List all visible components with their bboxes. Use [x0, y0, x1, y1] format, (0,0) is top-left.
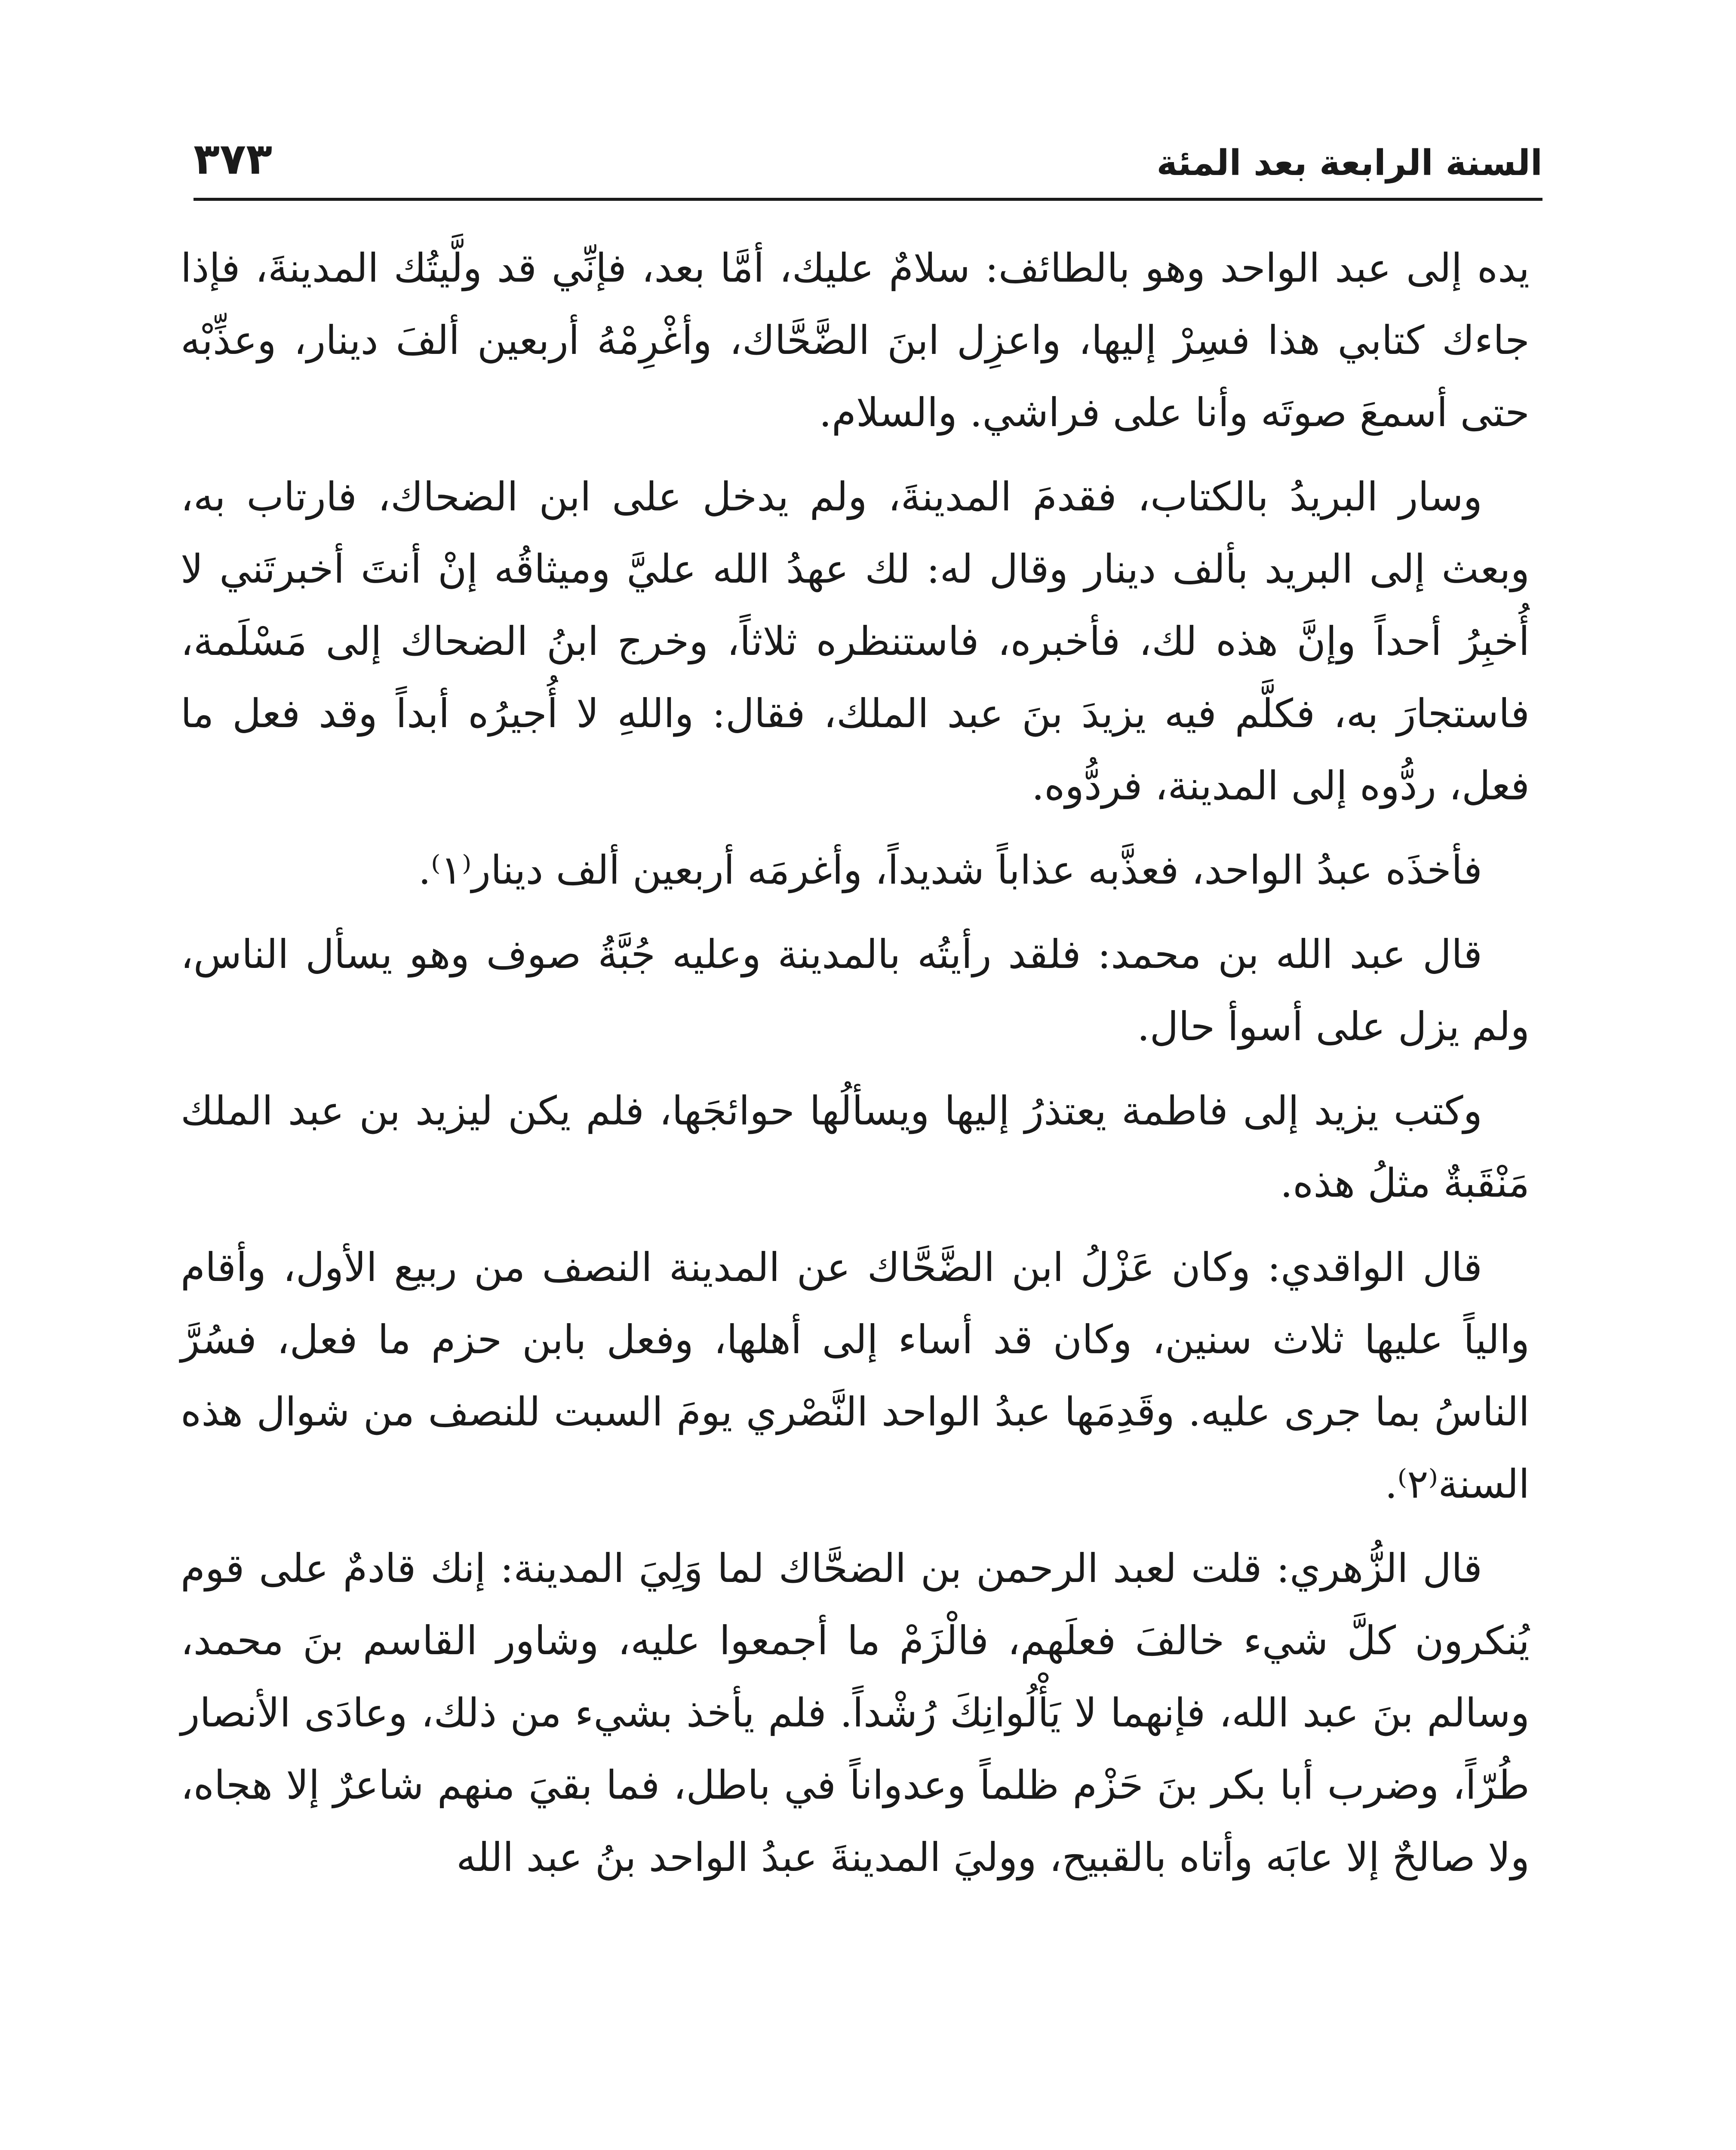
header-divider: [194, 198, 1542, 201]
paragraph: قال الواقدي: وكان عَزْلُ ابن الضَّحَّاك عن المدينة النصف من ربيع الأول، وأقام والياً عليها ثلاث سنين، وكان قد أساء إلى أهلها، وفعل بابن حزم ما فعل، فسُرَّ الناسُ بما جرى عليه. وقَدِمَها عبدُ الواحد النَّصْري يومَ السبت للنصف من شوال هذه السنة⁽٢⁾.: [181, 1244, 1530, 1507]
page-number: ٣٧٣: [194, 134, 273, 184]
paragraph: فأخذَه عبدُ الواحد، فعذَّبه عذاباً شديداً، وأغرمَه أربعين ألف دينار⁽١⁾.: [418, 847, 1482, 893]
paragraph: وكتب يزيد إلى فاطمة يعتذرُ إليها ويسألُها حوائجَها، فلم يكن ليزيد بن عبد الملك مَنْقَبةٌ مثلُ هذه.: [181, 1088, 1530, 1206]
paragraph: قال الزُّهري: قلت لعبد الرحمن بن الضحَّاك لما وَلِيَ المدينة: إنك قادمٌ على قوم يُنكرون كلَّ شيء خالفَ فعلَهم، فالْزَمْ ما أجمعوا عليه، وشاور القاسم بنَ محمد، وسالم بنَ عبد الله، فإنهما لا يَأْلُوانِكَ رُشْداً. فلم يأخذ بشيء من ذلك، وعادَى الأنصار طُرّاً، وضرب أبا بكر بنَ حَزْم ظلماً وعدواناً في باطل، فما بقيَ منهم شاعرٌ إلا هجاه، ولا صالحٌ إلا عابَه وأتاه بالقبيح، ووليَ المدينةَ عبدُ الواحد بنُ عبد الله: [181, 1545, 1530, 1880]
paragraph: وسار البريدُ بالكتاب، فقدمَ المدينةَ، ولم يدخل على ابن الضحاك، فارتاب به، وبعث إلى البريد بألف دينار وقال له: لك عهدُ الله عليَّ وميثاقُه إنْ أنتَ أخبرتَني لا أُخبِرُ أحداً وإنَّ هذه لك، فأخبره، فاستنظره ثلاثاً، وخرج ابنُ الضحاك إلى مَسْلَمة، فاستجارَ به، فكلَّم فيه يزيدَ بنَ عبد الملك، فقال: واللهِ لا أُجيرُه أبداً وقد فعل ما فعل، ردُّوه إلى المدينة، فردُّوه.: [181, 474, 1530, 809]
page-header: [194, 125, 1542, 189]
main-text: [181, 232, 1530, 1906]
running-title: السنة الرابعة بعد المئة: [1156, 143, 1542, 184]
paragraph: قال عبد الله بن محمد: فلقد رأيتُه بالمدينة وعليه جُبَّةُ صوف وهو يسأل الناس، ولم يزل على أسوأ حال.: [181, 931, 1530, 1050]
paragraph: يده إلى عبد الواحد وهو بالطائف: سلامٌ عليك، أمَّا بعد، فإنِّي قد ولَّيتُك المدينةَ، فإذا جاءك كتابي هذا فسِرْ إليها، واعزِل ابنَ الضَّحَّاك، وأغْرِمْهُ أربعين ألفَ دينار، وعذِّبْه حتى أسمعَ صوتَه وأنا على فراشي. والسلام.: [181, 245, 1530, 436]
